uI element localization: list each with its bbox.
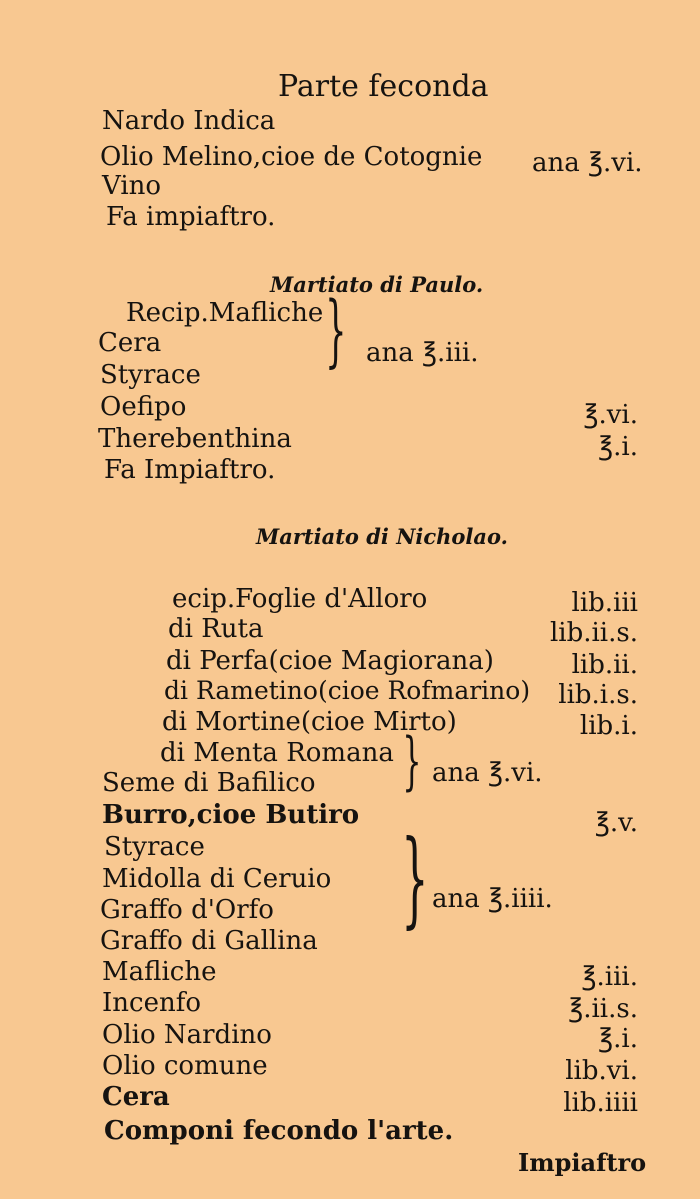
closing-instruction: Componi fecondo l'arte. [104,1116,454,1146]
recipe-line: Olio Nardino [102,1020,272,1050]
recipe-line: di Menta Romana [160,738,394,768]
recipe-dose: ℥.v. [594,808,638,838]
recipe-line: di Ruta [168,614,264,644]
recipe-line: Fa Impiaftro. [104,455,276,485]
recipe-dose: lib.ii.s. [549,618,638,648]
recipe-line: Cera [98,328,162,358]
recipe-dose: ana ℥.vi. [532,148,643,178]
grouping-brace: } [325,285,347,377]
recipe-line: Oefipo [100,392,187,422]
recipe-line: Graffo d'Orfo [100,895,274,925]
group-dose: ana ℥.vi. [432,758,543,788]
recipe-dose: lib.iii [571,588,638,618]
recipe-line: Burro,cioe Butiro [102,800,360,830]
recipe-line: Fa impiaftro. [106,202,276,232]
recipe-dose: lib.iiii [563,1088,638,1118]
catchword: Impiaftro [518,1148,647,1177]
recipe-line: Styrace [104,832,205,862]
recipe-line: Seme di Bafilico [102,768,316,798]
section-title: Martiato di Paulo. [270,272,484,297]
recipe-dose: ℥.iii. [581,962,638,992]
recipe-line: di Mortine(cioe Mirto) [162,707,457,737]
recipe-line: Mafliche [102,957,217,987]
recipe-line: Midolla di Ceruio [102,864,332,894]
group-dose: ana ℥.iii. [366,338,479,368]
recipe-line: Vino [102,171,162,201]
recipe-line: Olio Melino,cioe de Cotognie [100,142,483,172]
recipe-line: Incenfo [102,988,201,1018]
recipe-dose: lib.i. [579,711,638,741]
recipe-dose: lib.ii. [571,650,638,680]
recipe-dose: ℥.i. [598,1024,638,1054]
group-dose: ana ℥.iiii. [432,884,553,914]
recipe-line: di Perfa(cioe Magiorana) [166,646,494,676]
grouping-brace: } [401,817,429,939]
recipe-dose: lib.i.s. [558,680,638,710]
recipe-line: Nardo Indica [102,106,276,136]
recipe-line: Cera [102,1082,170,1112]
page-heading: Parte feconda [278,69,489,104]
section-title: Martiato di Nicholao. [256,524,508,549]
recipe-dose: ℥.ii.s. [568,994,638,1024]
recipe-line: di Rametino(cioe Rofmarino) [164,676,531,705]
recipe-dose: lib.vi. [565,1056,638,1086]
recipe-line: Recip.Mafliche [126,298,324,328]
recipe-dose: ℥.vi. [583,400,638,430]
recipe-line: Graffo di Gallina [100,926,318,956]
recipe-line: Styrace [100,360,201,390]
recipe-line: Therebenthina [98,424,292,454]
grouping-brace: } [402,724,422,798]
recipe-line: Olio comune [102,1051,268,1081]
recipe-dose: ℥.i. [598,432,638,462]
recipe-line: ecip.Foglie d'Alloro [172,584,428,614]
